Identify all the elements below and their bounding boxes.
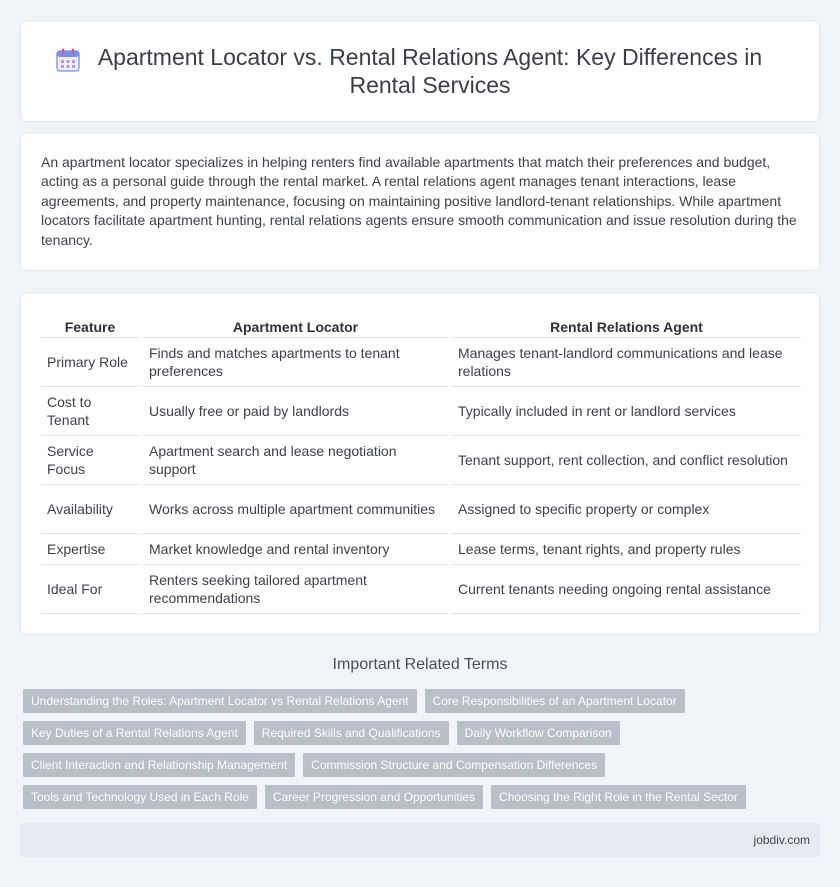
- related-tag[interactable]: Core Responsibilities of an Apartment Locator: [425, 689, 685, 713]
- row-apartment-locator: Usually free or paid by landlords: [141, 386, 450, 435]
- related-tag[interactable]: Client Interaction and Relationship Management: [23, 753, 295, 777]
- table-row: [41, 533, 801, 564]
- row-feature: Cost to Tenant: [41, 386, 141, 435]
- related-tags-row: [23, 785, 754, 809]
- related-tags-row: [23, 721, 628, 745]
- related-tag[interactable]: Tools and Technology Used in Each Role: [23, 785, 257, 809]
- related-terms-title: Important Related Terms: [332, 656, 508, 673]
- footer-site-link[interactable]: jobdiv.com: [753, 833, 810, 847]
- table-row: [41, 484, 801, 533]
- related-tags-row: [23, 689, 693, 713]
- row-apartment-locator: Renters seeking tailored apartment recommendations: [141, 564, 450, 613]
- related-tag[interactable]: Key Duties of a Rental Relations Agent: [23, 721, 246, 745]
- column-header-rental-relations-agent: Rental Relations Agent: [450, 311, 801, 337]
- row-rental-relations-agent: Manages tenant-landlord communications and lease relations: [450, 337, 801, 386]
- row-rental-relations-agent: Current tenants needing ongoing rental assistance: [450, 564, 801, 613]
- intro-paragraph: An apartment locator specializes in helping renters find available apartments that match their preferences and budget, acting as a personal guide through the rental market. A rental relations agent manages tenant interactions, lease agreements, and property maintenance, focusing on maintaining positive landlord-tenant relationships. While apartment locators facilitate apartment hunting, rental relations agents ensure smooth communication and issue resolution during the tenancy.: [41, 154, 797, 248]
- row-feature: Ideal For: [41, 564, 141, 613]
- row-feature: Expertise: [41, 533, 141, 564]
- table-row: [41, 386, 801, 435]
- row-rental-relations-agent: Assigned to specific property or complex: [450, 484, 801, 533]
- related-tag[interactable]: Daily Workflow Comparison: [457, 721, 620, 745]
- row-apartment-locator: Finds and matches apartments to tenant preferences: [141, 337, 450, 386]
- related-tag[interactable]: Required Skills and Qualifications: [254, 721, 449, 745]
- row-feature: Primary Role: [41, 337, 141, 386]
- related-tag[interactable]: Career Progression and Opportunities: [265, 785, 483, 809]
- row-rental-relations-agent: Lease terms, tenant rights, and property rules: [450, 533, 801, 564]
- footer: [20, 823, 820, 857]
- table-row: [41, 564, 801, 613]
- table-row: [41, 337, 801, 386]
- page-title: Apartment Locator vs. Rental Relations Agent: Key Differences in Rental Services: [97, 44, 763, 98]
- related-tag[interactable]: Choosing the Right Role in the Rental Sector: [491, 785, 746, 809]
- table-row: [41, 435, 801, 484]
- row-apartment-locator: Apartment search and lease negotiation support: [141, 435, 450, 484]
- row-rental-relations-agent: Typically included in rent or landlord services: [450, 386, 801, 435]
- row-apartment-locator: Works across multiple apartment communities: [141, 484, 450, 533]
- table-header-row: [41, 311, 801, 337]
- related-tags-row: [23, 753, 613, 777]
- row-apartment-locator: Market knowledge and rental inventory: [141, 533, 450, 564]
- related-tag[interactable]: Commission Structure and Compensation Differences: [303, 753, 605, 777]
- intro-card: [20, 132, 820, 271]
- related-tag[interactable]: Understanding the Roles: Apartment Locator vs Rental Relations Agent: [23, 689, 417, 713]
- row-feature: Service Focus: [41, 435, 141, 484]
- row-feature: Availability: [41, 484, 141, 533]
- column-header-apartment-locator: Apartment Locator: [141, 311, 450, 337]
- comparison-table: [41, 311, 801, 614]
- header-card: [20, 20, 820, 122]
- row-rental-relations-agent: Tenant support, rent collection, and conflict resolution: [450, 435, 801, 484]
- comparison-table-card: [20, 292, 820, 635]
- column-header-feature: Feature: [41, 311, 141, 337]
